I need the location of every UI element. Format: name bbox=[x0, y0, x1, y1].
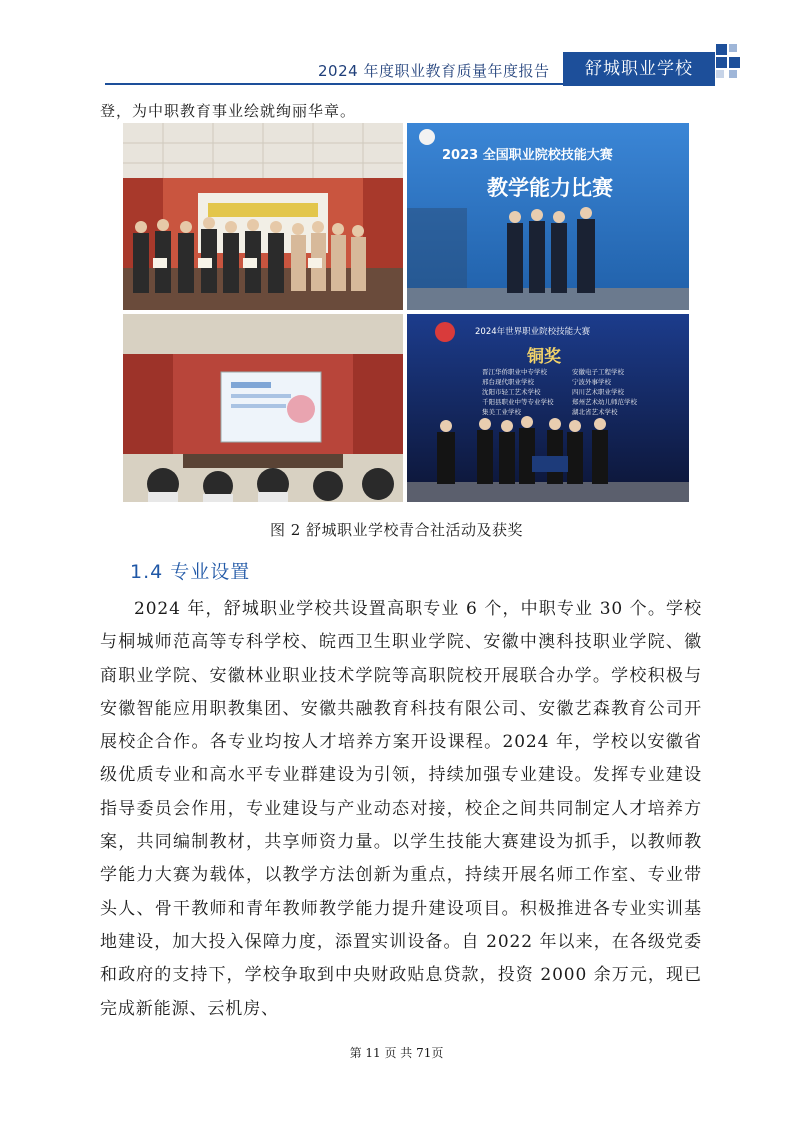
award-name: 铜奖 bbox=[527, 347, 561, 367]
photo-bronze-award bbox=[407, 314, 689, 502]
section-title: 1.4 专业设置 bbox=[130, 561, 251, 583]
header-rule bbox=[105, 83, 563, 85]
photo-teaching-competition bbox=[407, 123, 689, 310]
school-left-5: 集美工业学校 bbox=[482, 408, 521, 416]
report-title: 2024 年度职业教育质量年度报告 bbox=[318, 62, 550, 80]
school-left-3: 沈阳市轻工艺术学校 bbox=[482, 388, 541, 396]
figure-caption: 图 2 舒城职业学校青合社活动及获奖 bbox=[269, 521, 524, 539]
school-name-badge: 舒城职业学校 bbox=[563, 52, 715, 86]
school-right-5: 湖北省艺术学校 bbox=[572, 408, 618, 416]
page-footer: 第 11 页 共 71页 bbox=[349, 1046, 444, 1060]
award-banner-title: 2024年世界职业院校技能大赛 bbox=[475, 327, 591, 337]
school-right-4: 郑州艺术幼儿师范学校 bbox=[572, 398, 637, 406]
banner-line-1: 2023 全国职业院校技能大赛 bbox=[442, 148, 613, 163]
school-right-2: 宁波外事学校 bbox=[572, 378, 611, 386]
photo-group-ceremony bbox=[123, 123, 403, 310]
body-paragraph: 2024 年，舒城职业学校共设置高职专业 6 个，中职专业 30 个。学校与桐城师范高等专科学校、皖西卫生职业学院、安徽中澳科技职业学院、徽商职业学院、安徽林业职业技术学院等高职院校开展联合办学。学校积极与安徽智能应用职教集团、安徽共融教育科技有限公司、安徽艺森教育公司开展校企合作。各专业均按人才培养方案开设课程。2024 年，学校以安徽省级优质专业和高水平专业群建设为引领，持续加强专业建设。发挥专业建设指导委员会作用，专业建设与产业动态对接，校企之间共同制定人才培养方案，共同编制教材，共享师资力量。以学生技能大赛建设为抓手，以教师教学能力大赛为载体，以教学方法创新为重点，持续开展名师工作室、专业带头人、骨干教师和青年教师教学能力提升建设项目。积极推进各专业实训基地建设，加大投入保障力度，添置实训设备。自 2022 年以来，在各级党委和政府的支持下，学校争取到中央财政贴息贷款，投资 2000 余万元，现已完成新能源、云机房、 bbox=[100, 599, 702, 1019]
school-left-4: 千阳县职业中等专业学校 bbox=[482, 398, 554, 406]
school-right-3: 四川艺术职业学校 bbox=[572, 388, 624, 396]
school-left-1: 晋江华侨职业中专学校 bbox=[482, 368, 547, 376]
school-right-1: 安徽电子工程学校 bbox=[572, 368, 624, 376]
photo-classroom-session bbox=[123, 314, 403, 502]
school-left-2: 邢台现代职业学校 bbox=[482, 378, 534, 386]
banner-line-2: 教学能力比赛 bbox=[487, 176, 613, 200]
intro-line: 登，为中职教育事业绘就绚丽华章。 bbox=[100, 102, 357, 120]
